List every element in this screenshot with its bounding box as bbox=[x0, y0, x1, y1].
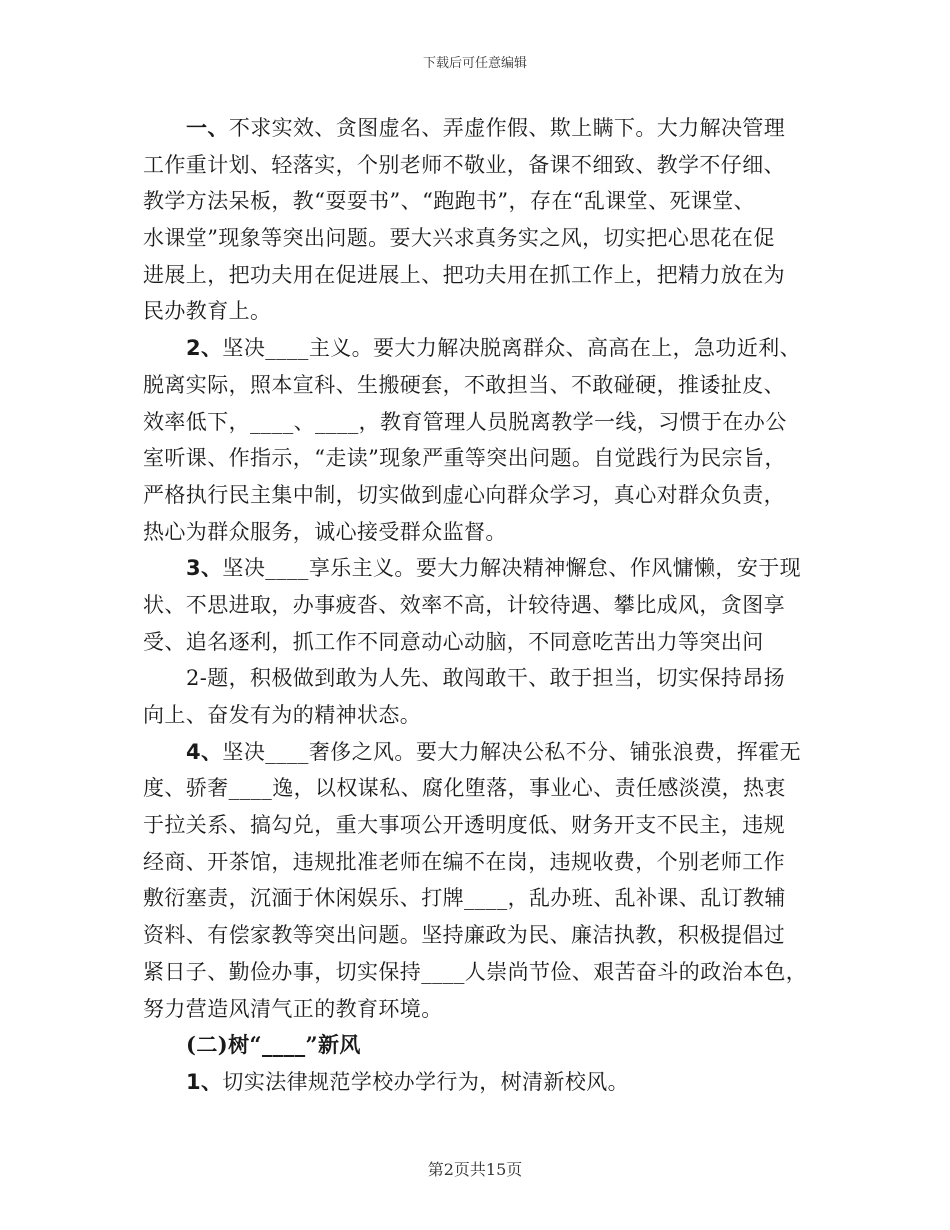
item-text: 坚决____主义。要大力解决脱离群众、高高在上，急功近利、 bbox=[222, 336, 802, 361]
item-number: 2、 bbox=[186, 336, 223, 361]
body-text-line: 民办教育上。 bbox=[143, 299, 272, 324]
body-text-line: 努力营造风清气正的教育环境。 bbox=[143, 996, 443, 1021]
body-text-line: 紧日子、勤俭办事，切实保持____人崇尚节俭、艰苦奋斗的政治本色， bbox=[143, 959, 808, 984]
body-text-line: 于拉关系、搞勾兑，重大事项公开透明度低、财务开支不民主，违规 bbox=[143, 813, 785, 838]
body-text-line: 度、骄奢____逸，以权谋私、腐化堕落，事业心、责任感淡漠，热衷 bbox=[143, 776, 786, 801]
body-text-line: 室听课、作指示，“走读”现象严重等突出问题。自觉践行为民宗旨， bbox=[143, 446, 786, 471]
body-text-line: 效率低下，____、____，教育管理人员脱离教学一线，习惯于在办公 bbox=[143, 409, 787, 434]
body-text-line: 受、追名逐利，抓工作不同意动心动脑，不同意吃苦出力等突出问 bbox=[143, 629, 764, 654]
item-text: 切实法律规范学校办学行为，树清新校风。 bbox=[222, 1069, 630, 1094]
body-text-line: 严格执行民主集中制，切实做到虚心向群众学习，真心对群众负责， bbox=[143, 482, 785, 507]
body-text-line: 水课堂”现象等突出问题。要大兴求真务实之风，切实把心思花在促 bbox=[143, 226, 775, 251]
body-text-line bbox=[143, 330, 813, 367]
item-text: 坚决____奢侈之风。要大力解决公私不分、铺张浪费，挥霍无 bbox=[222, 739, 802, 764]
item-number: 4、 bbox=[186, 739, 223, 764]
item-number: 3、 bbox=[186, 556, 223, 581]
body-text-line: 2-题，积极做到敢为人先、敢闯敢干、敢于担当，切实保持昂扬 bbox=[186, 666, 786, 691]
body-text-line bbox=[143, 1064, 813, 1101]
document-body bbox=[143, 110, 813, 1101]
body-text-line bbox=[143, 550, 813, 587]
body-text-line: 经商、开茶馆，违规批准老师在编不在岗，违规收费，个别老师工作 bbox=[143, 849, 785, 874]
body-text-line: 热心为群众服务，诚心接受群众监督。 bbox=[143, 519, 507, 544]
body-text-line: 资料、有偿家教等突出问题。坚持廉政为民、廉洁执教，积极提倡过 bbox=[143, 923, 785, 948]
body-text-line bbox=[143, 110, 813, 147]
body-text-line: 向上、奋发有为的精神状态。 bbox=[143, 703, 422, 727]
section-heading: (二)树“____”新风 bbox=[186, 1032, 361, 1058]
item-number: 1、 bbox=[186, 1069, 223, 1094]
page-footer: 第2页共15页 bbox=[427, 1160, 523, 1179]
item-number: 一、 bbox=[186, 115, 229, 140]
body-text-line: 教学方法呆板，教“耍耍书”、“跑跑书”，存在“乱课堂、死课堂、 bbox=[143, 189, 756, 214]
body-text-line: 敷衍塞责，沉湎于休闲娱乐、打牌____，乱办班、乱补课、乱订教辅 bbox=[143, 886, 786, 911]
item-text: 不求实效、贪图虚名、弄虚作假、欺上瞒下。大力解决管理 bbox=[228, 116, 786, 140]
body-text-line bbox=[143, 734, 813, 771]
body-text-line: 工作重计划、轻落实，个别老师不敬业，备课不细致、教学不仔细、 bbox=[143, 152, 785, 177]
body-text-line: 脱离实际，照本宣科、生搬硬套，不敢担当、不敢碰硬，推诿扯皮、 bbox=[143, 372, 785, 397]
item-text: 坚决____享乐主义。要大力解决精神懈怠、作风慵懒，安于现 bbox=[222, 556, 802, 581]
body-text-line: 进展上，把功夫用在促进展上、把功夫用在抓工作上，把精力放在为 bbox=[143, 262, 785, 287]
body-text-line: 状、不思进取，办事疲沓、效率不高，计较待遇、攀比成风，贪图享 bbox=[143, 592, 785, 617]
page-header: 下载后可任意编辑 bbox=[422, 56, 527, 71]
